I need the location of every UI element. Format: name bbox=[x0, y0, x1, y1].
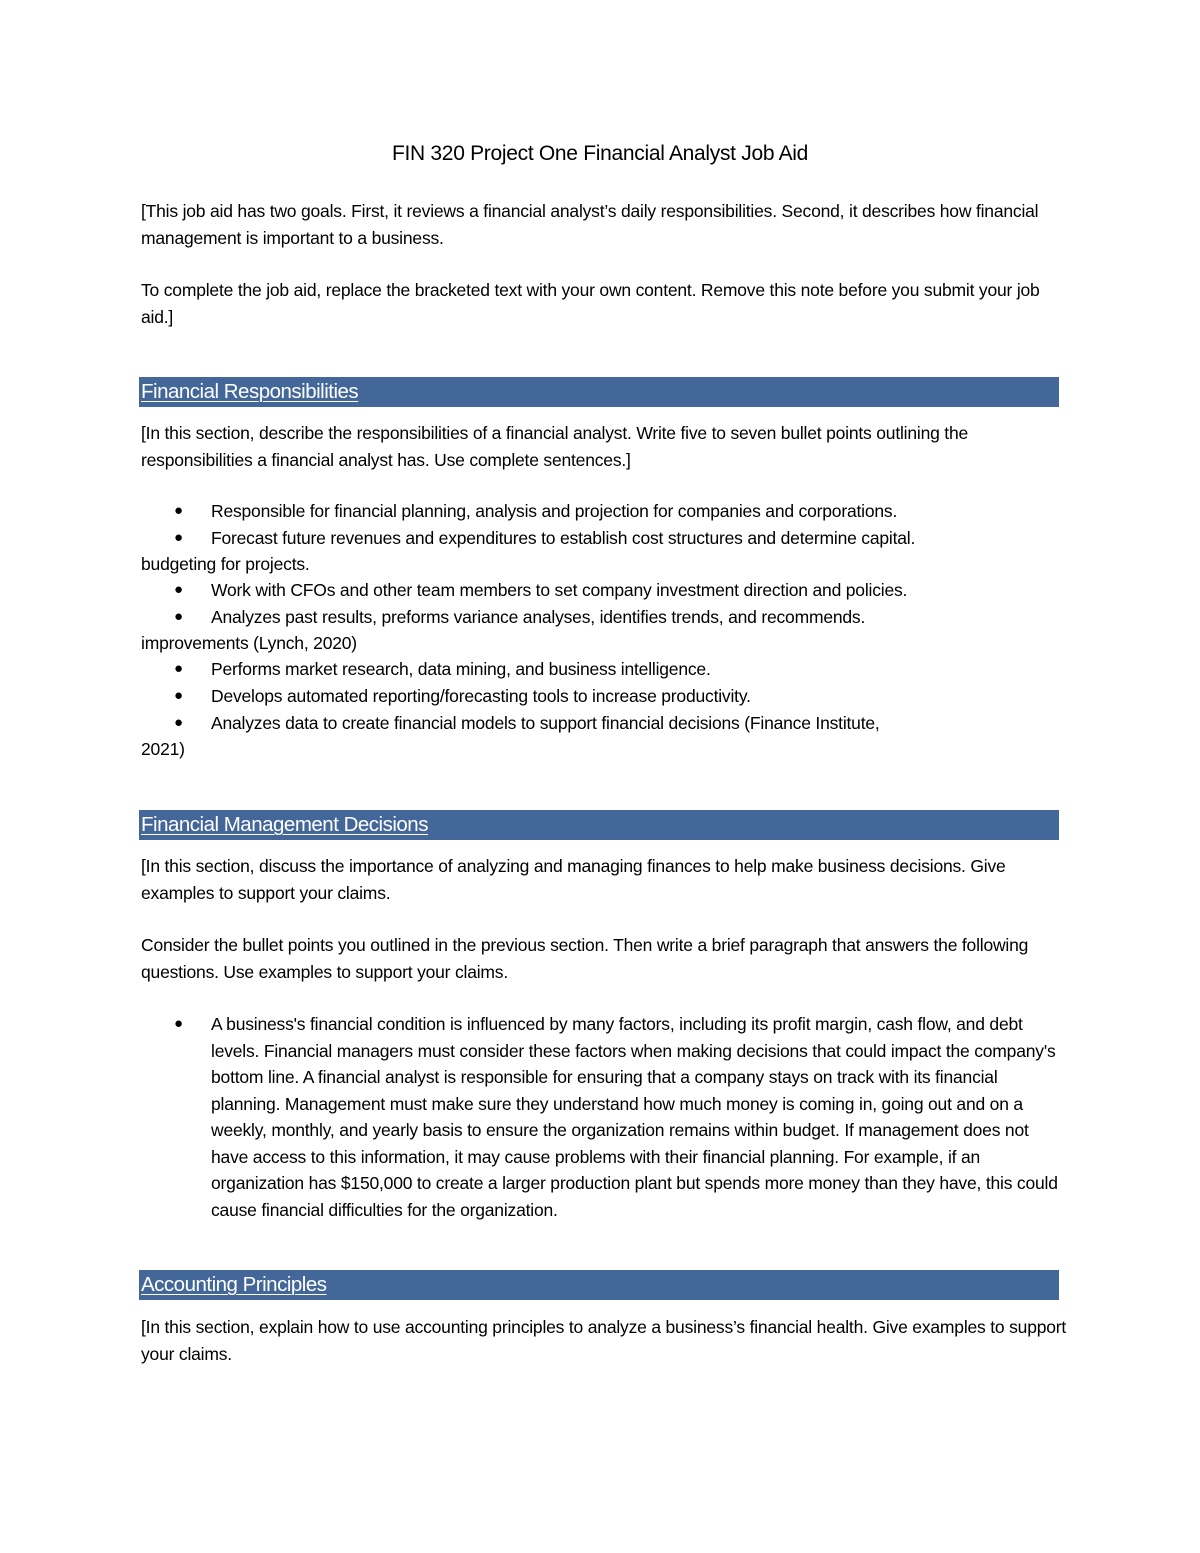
bullet-icon: ● bbox=[174, 1015, 183, 1032]
list-item-text: Responsible for financial planning, analysis and projection for companies and corporations. bbox=[211, 501, 898, 521]
list-item-continuation: 2021) bbox=[141, 739, 185, 759]
list-item-text: Performs market research, data mining, and business intelligence. bbox=[211, 659, 711, 679]
bullet-icon: ● bbox=[174, 529, 183, 546]
list-item-continuation: budgeting for projects. bbox=[141, 554, 310, 574]
section-instructions: [In this section, discuss the importance of analyzing and managing finances to help make business decisions. Give examples to support your claims. bbox=[141, 856, 1006, 903]
list-item-text: A business's financial condition is influenced by many factors, including its profit margin, cash flow, and debt levels. Financial managers must consider these factors when making decisions that could impact the company's bottom line. A financial analyst is responsible for ensuring that a company stays on track with its financial planning. Management must make sure they understand how much money is coming in, going out and on a weekly, monthly, and yearly basis to ensure the organization remains within budget. If management does not have access to this information, it may cause problems with their financial planning. For example, if an organization has $150,000 to create a larger production plant but spends more money than they have, this could cause financial difficulties for the organization. bbox=[211, 1014, 1058, 1220]
section-heading-text: Financial Management Decisions bbox=[141, 813, 428, 836]
list-item-text: Forecast future revenues and expenditures to establish cost structures and determine capital. bbox=[211, 528, 916, 548]
bullet-icon: ● bbox=[174, 714, 183, 731]
bullet-icon: ● bbox=[174, 608, 183, 625]
document-title: FIN 320 Project One Financial Analyst Job Aid bbox=[391, 142, 809, 165]
section-heading-text: Accounting Principles bbox=[141, 1273, 327, 1296]
list-item-text: Develops automated reporting/forecasting tools to increase productivity. bbox=[211, 686, 751, 706]
intro-paragraph-1: [This job aid has two goals. First, it reviews a financial analyst’s daily responsibilities. Second, it describes how financial management is important to a business. bbox=[141, 201, 1039, 248]
section-heading-accounting-principles bbox=[139, 1270, 1059, 1300]
section-heading-text: Financial Responsibilities bbox=[141, 380, 359, 403]
section-instructions: [In this section, describe the responsibilities of a financial analyst. Write five to seven bullet points outlining the responsibilities a financial analyst has. Use complete sentences.] bbox=[141, 423, 969, 470]
list-item-text: Analyzes data to create financial models to support financial decisions (Finance Institute, bbox=[211, 713, 880, 733]
section-instructions-2: Consider the bullet points you outlined in the previous section. Then write a brief paragraph that answers the following questions. Use examples to support your claims. bbox=[141, 935, 1029, 982]
list-item-text: Analyzes past results, preforms variance analyses, identifies trends, and recommends. bbox=[211, 607, 866, 627]
list-item-text: Work with CFOs and other team members to set company investment direction and policies. bbox=[211, 580, 908, 600]
intro-paragraph-2: To complete the job aid, replace the bracketed text with your own content. Remove this note before you submit your job aid.] bbox=[141, 280, 1040, 327]
bullet-icon: ● bbox=[174, 687, 183, 704]
list-item-continuation: improvements (Lynch, 2020) bbox=[141, 633, 357, 653]
section-heading-financial-responsibilities bbox=[139, 377, 1059, 407]
bullet-icon: ● bbox=[174, 502, 183, 519]
section-heading-financial-management-decisions bbox=[139, 810, 1059, 840]
bullet-icon: ● bbox=[174, 581, 183, 598]
bullet-icon: ● bbox=[174, 660, 183, 677]
section-instructions: [In this section, explain how to use accounting principles to analyze a business’s financial health. Give examples to support your claims. bbox=[141, 1317, 1067, 1364]
